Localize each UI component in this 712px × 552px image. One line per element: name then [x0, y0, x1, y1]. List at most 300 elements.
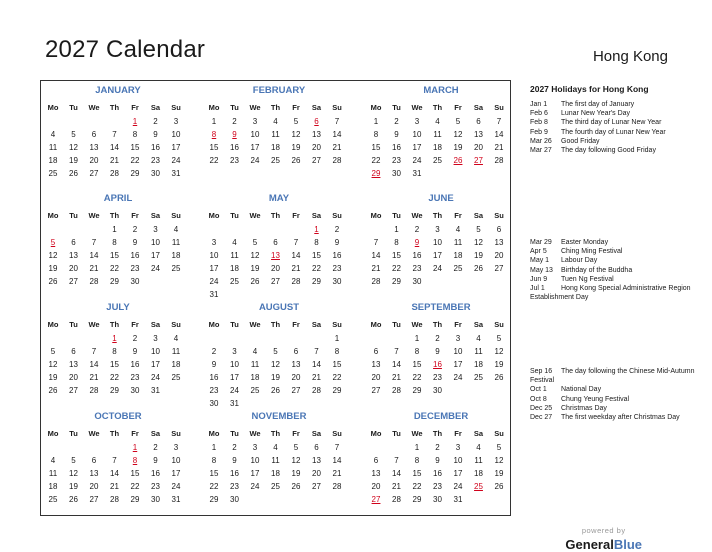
calendar-day: 1 — [112, 225, 117, 234]
calendar-day: 19 — [291, 469, 301, 478]
calendar-day: 12 — [291, 456, 301, 465]
calendar-day: 5 — [252, 238, 258, 247]
calendar-day: 5 — [50, 347, 56, 356]
weekday-header: Fr — [292, 320, 300, 329]
calendar-day: 17 — [250, 469, 260, 478]
calendar-day: 24 — [250, 482, 260, 491]
calendar-day: 19 — [48, 373, 58, 382]
calendar-day: 15 — [412, 360, 422, 369]
weekday-header: Mo — [208, 211, 220, 220]
weekday-header: Su — [332, 211, 342, 220]
calendar-day: 24 — [209, 277, 219, 286]
weekday-header: Th — [432, 211, 443, 220]
calendar-day: 23 — [151, 156, 160, 165]
calendar-day: 26 — [250, 277, 260, 286]
calendar-day: 6 — [71, 238, 76, 247]
calendar-day: 7 — [293, 238, 299, 247]
calendar-day: 31 — [171, 169, 181, 178]
calendar-day: 10 — [171, 456, 181, 465]
calendar-day: 9 — [334, 238, 340, 247]
weekday-header: Su — [171, 320, 181, 329]
calendar-day: 23 — [151, 482, 160, 491]
calendar-day: 11 — [474, 456, 483, 465]
weekday-header: Th — [432, 320, 443, 329]
calendar-day: 4 — [173, 334, 179, 343]
holiday-item — [530, 109, 700, 118]
calendar-day: 17 — [453, 469, 463, 478]
calendar-day: 16 — [151, 469, 160, 478]
calendar-day: 30 — [433, 495, 442, 504]
calendar-day: 27 — [89, 495, 99, 504]
holiday-item-name: Chung Yeung Festival — [561, 395, 630, 403]
calendar-day: 6 — [293, 347, 299, 356]
calendar-day: 9 — [232, 456, 237, 465]
calendar-day: 5 — [455, 117, 461, 126]
calendar-day: 24 — [412, 156, 422, 165]
calendar-day: 7 — [394, 456, 399, 465]
weekday-header: Fr — [292, 103, 300, 112]
calendar-day: 21 — [89, 264, 99, 273]
calendar-day: 29 — [312, 277, 321, 286]
holiday-date: 1 — [132, 117, 138, 126]
calendar-day: 18 — [271, 143, 280, 152]
calendar-day: 21 — [332, 469, 342, 478]
calendar-day: 17 — [151, 251, 160, 260]
calendar-day: 10 — [230, 360, 239, 369]
calendar-day: 3 — [232, 347, 237, 356]
calendar-day: 23 — [230, 482, 239, 491]
calendar-day: 31 — [209, 290, 219, 299]
calendar-day: 12 — [494, 347, 504, 356]
calendar-day: 29 — [110, 277, 119, 286]
calendar-day: 13 — [69, 360, 78, 369]
calendar-day: 28 — [332, 482, 342, 491]
holiday-date: 26 — [453, 156, 463, 165]
holiday-group — [530, 367, 700, 422]
month-name: NOVEMBER — [251, 411, 307, 422]
calendar-day: 19 — [69, 482, 78, 491]
calendar-day: 4 — [476, 334, 481, 343]
calendar-day: 21 — [291, 264, 301, 273]
calendar-day: 26 — [271, 386, 280, 395]
calendar-day: 27 — [312, 156, 321, 165]
calendar-day: 2 — [414, 225, 420, 234]
calendar-day: 5 — [273, 347, 278, 356]
calendar-day: 11 — [171, 238, 181, 247]
calendar-day: 21 — [312, 373, 321, 382]
holiday-item-date: Dec 25 — [530, 404, 553, 412]
calendar-day: 31 — [230, 399, 239, 408]
holiday-item — [530, 404, 700, 413]
weekday-header: Th — [432, 103, 443, 112]
calendar-day: 3 — [211, 238, 217, 247]
calendar-day: 30 — [433, 386, 442, 395]
calendar-day: 13 — [89, 143, 99, 152]
weekday-header: Sa — [473, 320, 484, 329]
calendar-day: 12 — [69, 143, 78, 152]
calendar-day: 8 — [112, 347, 117, 356]
calendar-day: 16 — [412, 251, 422, 260]
calendar-day: 6 — [71, 347, 76, 356]
calendar-day: 6 — [476, 117, 481, 126]
calendar-day: 14 — [332, 456, 342, 465]
calendar-day: 16 — [130, 251, 140, 260]
calendar-day: 26 — [494, 373, 504, 382]
holiday-item — [530, 266, 700, 275]
calendar-day: 25 — [453, 264, 463, 273]
calendar-day: 20 — [371, 373, 381, 382]
holiday-item-date: Oct 8 — [530, 395, 547, 403]
calendar-day: 22 — [130, 156, 140, 165]
weekday-header: Su — [494, 320, 504, 329]
calendar-day: 31 — [151, 386, 160, 395]
calendar-day: 11 — [271, 456, 280, 465]
holiday-date: 8 — [211, 130, 217, 139]
calendar-day: 19 — [453, 143, 463, 152]
calendar-day: 26 — [494, 482, 504, 491]
calendar-day: 14 — [110, 469, 119, 478]
calendar-day: 9 — [132, 238, 138, 247]
calendar-day: 11 — [474, 347, 483, 356]
weekday-header: Tu — [69, 211, 78, 220]
calendar-day: 10 — [151, 238, 160, 247]
calendar-day: 13 — [371, 469, 381, 478]
calendar-day: 27 — [312, 482, 321, 491]
calendar-day: 8 — [414, 347, 420, 356]
calendar-day: 12 — [474, 238, 483, 247]
calendar-day: 26 — [291, 156, 301, 165]
calendar-day: 12 — [69, 469, 78, 478]
calendar-day: 14 — [332, 130, 342, 139]
calendar-day: 16 — [230, 143, 239, 152]
calendar-day: 27 — [271, 277, 280, 286]
calendar-day: 25 — [48, 495, 58, 504]
weekday-header: We — [411, 320, 423, 329]
calendar-day: 11 — [48, 143, 58, 152]
calendar-day: 23 — [332, 264, 342, 273]
calendar-day: 16 — [209, 373, 219, 382]
calendar-day: 12 — [494, 456, 504, 465]
calendar-day: 11 — [271, 130, 280, 139]
holiday-item-name: Birthday of the Buddha — [561, 266, 633, 274]
calendar-day: 10 — [453, 347, 463, 356]
weekday-header: Mo — [47, 320, 59, 329]
calendar-day: 1 — [334, 334, 340, 343]
calendar-day: 12 — [291, 130, 301, 139]
calendar-day: 17 — [412, 143, 422, 152]
weekday-header: Th — [109, 429, 120, 438]
month-name: APRIL — [103, 193, 133, 204]
calendar-day: 20 — [89, 482, 99, 491]
calendar-day: 28 — [89, 277, 99, 286]
calendar-day: 17 — [151, 360, 160, 369]
calendar-day: 3 — [455, 443, 461, 452]
calendar-day: 30 — [392, 169, 401, 178]
calendar-day: 25 — [271, 156, 280, 165]
calendar-day: 29 — [130, 495, 140, 504]
month-name: JULY — [106, 302, 130, 313]
calendar-day: 2 — [394, 117, 399, 126]
calendar-day: 7 — [314, 347, 319, 356]
country-label: Hong Kong — [592, 48, 668, 65]
calendar-day: 5 — [476, 225, 481, 234]
weekday-header: Fr — [292, 429, 300, 438]
calendar-day: 3 — [414, 117, 420, 126]
calendar-day: 21 — [89, 373, 99, 382]
calendar-day: 8 — [112, 238, 117, 247]
calendar-day: 4 — [232, 238, 237, 247]
holiday-date: 9 — [232, 130, 237, 139]
calendar-day: 28 — [291, 277, 301, 286]
calendar-day: 16 — [332, 251, 342, 260]
calendar-day: 26 — [69, 169, 78, 178]
weekday-header: Su — [171, 103, 181, 112]
weekday-header: Th — [270, 211, 281, 220]
calendar-day: 2 — [132, 225, 138, 234]
calendar-day: 22 — [209, 482, 219, 491]
weekday-header: We — [88, 429, 100, 438]
holiday-item-name: Tuen Ng Festival — [561, 275, 614, 283]
calendar-day: 6 — [373, 456, 379, 465]
calendar-day: 23 — [433, 482, 442, 491]
calendar-day: 1 — [414, 334, 420, 343]
calendar-day: 7 — [112, 456, 117, 465]
month-name: SEPTEMBER — [411, 302, 471, 313]
calendar-day: 31 — [412, 169, 422, 178]
holiday-item-name: The third day of Lunar New Year — [561, 119, 662, 127]
calendar-day: 22 — [412, 482, 422, 491]
calendar-day: 19 — [69, 156, 78, 165]
calendar-day: 22 — [412, 373, 422, 382]
calendar-day: 28 — [110, 495, 119, 504]
calendar-day: 24 — [151, 373, 160, 382]
weekday-header: Th — [432, 429, 443, 438]
calendar-day: 2 — [132, 334, 138, 343]
calendar-day: 14 — [110, 143, 119, 152]
brand-name-blue: Blue — [613, 537, 642, 552]
calendar-day: 20 — [312, 143, 321, 152]
weekday-header: We — [249, 429, 261, 438]
calendar-day: 3 — [153, 225, 158, 234]
calendar-day: 14 — [494, 130, 504, 139]
calendar-day: 26 — [69, 495, 78, 504]
calendar-day: 20 — [291, 373, 301, 382]
calendar-day: 21 — [371, 264, 381, 273]
weekday-header: We — [249, 211, 261, 220]
weekday-header: Sa — [473, 211, 484, 220]
weekday-header: Th — [270, 429, 281, 438]
calendar-day: 7 — [91, 347, 97, 356]
calendar-day: 22 — [110, 373, 119, 382]
calendar-day: 5 — [71, 456, 76, 465]
calendar-day: 30 — [209, 399, 219, 408]
calendar-day: 21 — [494, 143, 504, 152]
calendar-day: 20 — [371, 482, 381, 491]
calendar-day: 20 — [69, 373, 78, 382]
calendar-day: 20 — [494, 251, 504, 260]
calendar-day: 24 — [171, 156, 181, 165]
weekday-header: Sa — [473, 103, 484, 112]
month-name: AUGUST — [258, 302, 300, 313]
calendar-day: 3 — [435, 225, 440, 234]
calendar-day: 18 — [433, 143, 442, 152]
calendar-day: 7 — [394, 347, 399, 356]
calendar-day: 17 — [209, 264, 219, 273]
calendar-day: 25 — [48, 169, 58, 178]
holiday-item-date: Mar 27 — [530, 147, 552, 155]
calendar-day: 30 — [151, 169, 160, 178]
calendar-day: 4 — [455, 225, 461, 234]
holiday-item-date: May 13 — [530, 266, 553, 274]
calendar-day: 20 — [312, 469, 321, 478]
calendar-day: 18 — [474, 469, 483, 478]
calendar-day: 25 — [230, 277, 239, 286]
weekday-header: Sa — [473, 429, 484, 438]
calendar-day: 6 — [91, 130, 97, 139]
calendar-day: 25 — [474, 373, 483, 382]
weekday-header: Su — [332, 429, 342, 438]
weekday-header: Th — [109, 103, 120, 112]
holiday-date: 1 — [314, 225, 319, 234]
weekday-header: Tu — [69, 320, 78, 329]
calendar-day: 2 — [435, 334, 440, 343]
calendar-day: 9 — [435, 456, 440, 465]
calendar-day: 13 — [89, 469, 99, 478]
calendar-day: 21 — [332, 143, 342, 152]
calendar-day: 26 — [48, 386, 58, 395]
weekday-header: Fr — [454, 103, 462, 112]
holiday-item-name: Hong Kong Special Administrative Region Establishment Day — [530, 285, 691, 302]
calendar-day: 18 — [250, 373, 260, 382]
holiday-item-name: Good Friday — [561, 137, 600, 145]
calendar-day: 26 — [48, 277, 58, 286]
calendar-day: 25 — [171, 264, 181, 273]
calendar-day: 9 — [435, 347, 440, 356]
weekday-header: Fr — [454, 211, 462, 220]
calendar-day: 27 — [69, 277, 78, 286]
holiday-item — [530, 413, 700, 422]
calendar-day: 16 — [392, 143, 401, 152]
calendar-day: 15 — [110, 360, 119, 369]
holiday-list — [530, 84, 700, 422]
calendar-day: 1 — [211, 117, 217, 126]
calendar-day: 15 — [412, 469, 422, 478]
calendar-day: 15 — [110, 251, 119, 260]
weekday-header: Su — [494, 429, 504, 438]
calendar-day: 25 — [433, 156, 442, 165]
calendar-day: 20 — [89, 156, 99, 165]
calendar-day: 23 — [130, 264, 140, 273]
calendar-day: 10 — [171, 130, 181, 139]
weekday-header: Tu — [230, 211, 239, 220]
weekday-header: Mo — [208, 429, 220, 438]
weekday-header: Th — [109, 320, 120, 329]
holiday-group — [530, 100, 700, 155]
holiday-item — [530, 137, 700, 146]
calendar-day: 24 — [250, 156, 260, 165]
calendar-day: 17 — [171, 469, 181, 478]
calendar-day: 14 — [371, 251, 381, 260]
calendar-day: 8 — [314, 238, 319, 247]
calendar-day: 7 — [496, 117, 502, 126]
weekday-header: Tu — [69, 429, 78, 438]
weekday-header: Su — [171, 211, 181, 220]
holiday-date: 1 — [132, 443, 138, 452]
holiday-item — [530, 275, 700, 284]
calendar-day: 22 — [392, 264, 401, 273]
calendar-day: 26 — [474, 264, 483, 273]
holiday-date: 29 — [371, 169, 381, 178]
holiday-date: 13 — [271, 251, 280, 260]
calendar-day: 19 — [291, 143, 301, 152]
weekday-header: Su — [494, 103, 504, 112]
calendar-day: 11 — [250, 360, 260, 369]
calendar-day: 29 — [332, 386, 342, 395]
weekday-header: We — [249, 103, 261, 112]
calendar-day: 28 — [371, 277, 381, 286]
weekday-header: Tu — [392, 429, 401, 438]
weekday-header: Su — [332, 320, 342, 329]
calendar-day: 23 — [412, 264, 422, 273]
weekday-header: Tu — [392, 103, 401, 112]
calendar-day: 31 — [171, 495, 181, 504]
holiday-item-date: Feb 9 — [530, 128, 548, 136]
calendar-day: 13 — [312, 130, 321, 139]
calendar-day: 18 — [171, 251, 181, 260]
calendar-day: 3 — [173, 443, 179, 452]
weekday-header: Fr — [131, 211, 139, 220]
calendar-day: 28 — [494, 156, 504, 165]
calendar-day: 17 — [171, 143, 181, 152]
holiday-item-name: The day following the Chinese Mid-Autumn Festival — [530, 368, 695, 385]
brand-name-general: General — [565, 537, 614, 552]
holiday-item — [530, 100, 700, 109]
holiday-item-name: National Day — [561, 386, 602, 394]
calendar-day: 5 — [71, 130, 76, 139]
holiday-item-date: Jan 1 — [530, 101, 548, 108]
calendar-day: 25 — [171, 373, 181, 382]
calendar-day: 27 — [69, 386, 78, 395]
holiday-item — [530, 256, 700, 265]
calendar-day: 30 — [332, 277, 342, 286]
calendar-day: 29 — [110, 386, 119, 395]
holiday-item-date: Apr 5 — [530, 248, 547, 256]
weekday-header: Su — [494, 211, 504, 220]
calendar-day: 18 — [48, 156, 58, 165]
calendar-day: 28 — [110, 169, 119, 178]
holiday-date: 16 — [433, 360, 442, 369]
weekday-header: We — [88, 103, 100, 112]
holiday-item — [530, 385, 700, 394]
calendar-day: 2 — [435, 443, 440, 452]
holiday-item-name: Lunar New Year's Day — [561, 110, 631, 118]
calendar-day: 5 — [496, 334, 502, 343]
calendar-day: 30 — [130, 277, 140, 286]
calendar-day: 9 — [394, 130, 399, 139]
calendar-day: 6 — [373, 347, 379, 356]
calendar-day: 2 — [232, 117, 237, 126]
calendar-day: 12 — [271, 360, 280, 369]
month-name: FEBRUARY — [252, 85, 306, 96]
weekday-header: Th — [270, 103, 281, 112]
calendar-day: 8 — [373, 130, 379, 139]
calendar-day: 18 — [453, 251, 463, 260]
calendar-day: 26 — [291, 482, 301, 491]
holiday-item-date: Oct 1 — [530, 386, 547, 394]
calendar-day: 4 — [273, 443, 278, 452]
calendar-day: 7 — [334, 117, 340, 126]
holiday-item-name: The first weekday after Christmas Day — [561, 414, 680, 422]
